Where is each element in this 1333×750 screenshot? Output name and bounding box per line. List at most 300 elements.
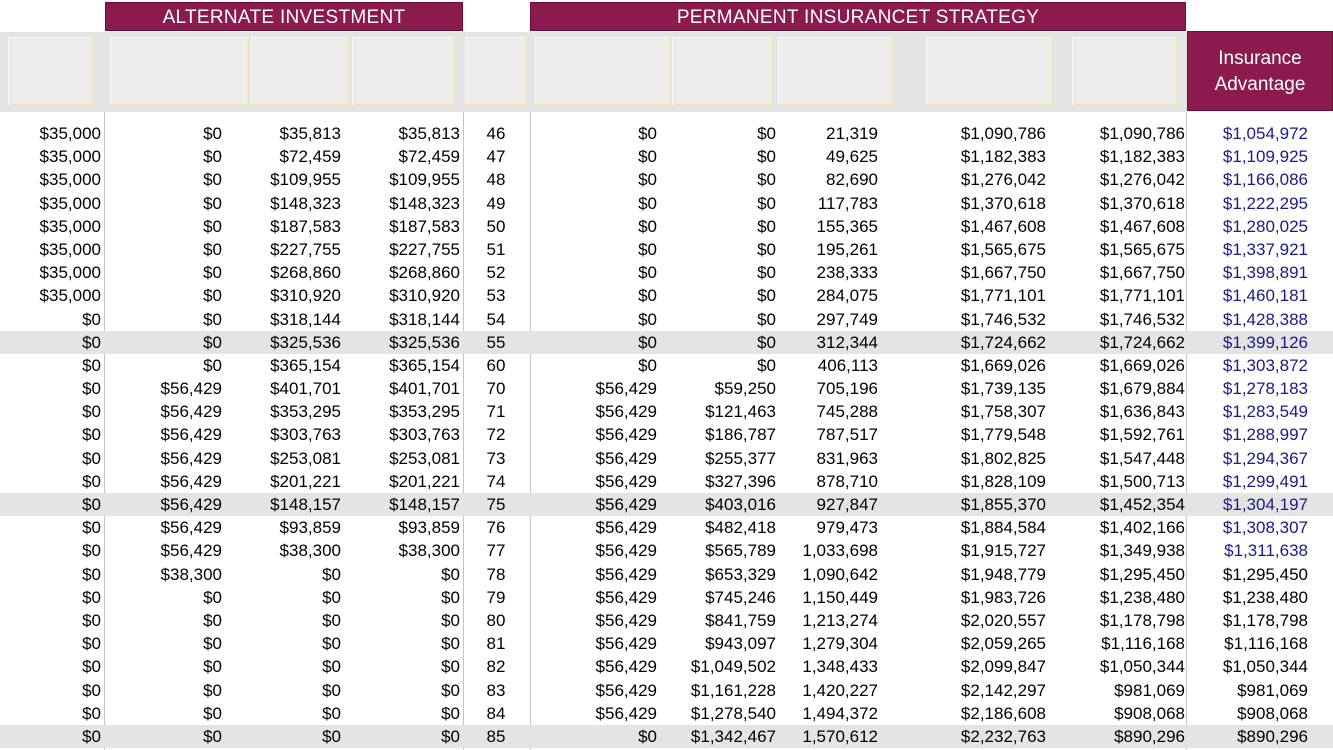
column-header-box: [110, 37, 248, 106]
table-cell: $1,090,786: [1099, 124, 1185, 143]
table-cell: $318,144: [270, 309, 341, 329]
insurance-advantage-cell: $1,337,921: [1222, 239, 1308, 259]
table-cell: $365,154: [389, 355, 460, 375]
table-cell: 1,033,698: [802, 541, 878, 561]
table-cell: $2,020,557: [960, 610, 1046, 630]
table-cell: $981,069: [1114, 680, 1185, 700]
insurance-advantage-cell: $1,294,367: [1222, 448, 1308, 468]
insurance-advantage-line1: Insurance: [1218, 48, 1302, 69]
table-cell: $56,429: [595, 564, 657, 584]
alternate-investment-banner: ALTERNATE INVESTMENT: [105, 2, 463, 31]
insurance-advantage-cell: $1,303,872: [1222, 355, 1308, 375]
table-cell: $0: [757, 355, 776, 375]
table-cell: $1,050,344: [1099, 657, 1185, 677]
table-cell: $0: [638, 216, 657, 236]
table-cell: $0: [203, 124, 222, 143]
table-cell: $0: [322, 726, 341, 746]
table-cell: $56,429: [595, 518, 657, 538]
column-header-box: [778, 37, 893, 106]
table-cell: $56,429: [160, 518, 222, 538]
table-cell: $1,915,727: [960, 541, 1046, 561]
table-cell: $0: [757, 170, 776, 190]
table-cell: $72,459: [279, 147, 341, 167]
age-cell: 72: [486, 425, 506, 445]
table-cell: $56,429: [595, 471, 657, 491]
insurance-advantage-cell: $890,296: [1237, 726, 1308, 746]
table-cell: $0: [441, 634, 460, 654]
table-cell: $35,813: [279, 124, 341, 143]
table-cell: $0: [82, 518, 101, 538]
table-row: [0, 447, 1333, 470]
table-cell: $253,081: [270, 448, 341, 468]
table-cell: $148,323: [389, 193, 460, 213]
table-cell: $0: [638, 193, 657, 213]
age-cell: 81: [486, 634, 506, 654]
table-cell: $0: [203, 263, 222, 283]
table-row: [0, 516, 1333, 539]
table-cell: 787,517: [816, 425, 878, 445]
table-cell: 745,288: [816, 402, 878, 422]
table-cell: $0: [82, 471, 101, 491]
table-cell: 1,348,433: [802, 657, 878, 677]
table-cell: $1,884,584: [960, 518, 1046, 538]
insurance-advantage-cell: $1,308,307: [1222, 518, 1308, 538]
table-cell: $0: [638, 332, 657, 352]
age-cell: 84: [486, 703, 506, 723]
table-cell: $1,547,448: [1099, 448, 1185, 468]
age-cell: 79: [486, 587, 506, 607]
table-row: [0, 470, 1333, 493]
table-cell: 49,625: [826, 147, 878, 167]
table-cell: $1,278,540: [690, 703, 776, 723]
table-cell: $0: [203, 355, 222, 375]
table-cell: $35,000: [39, 193, 101, 213]
table-cell: $0: [82, 726, 101, 746]
table-cell: $0: [82, 634, 101, 654]
table-row: [0, 354, 1333, 377]
table-cell: $310,920: [389, 286, 460, 306]
insurance-advantage-cell: $1,311,638: [1224, 541, 1308, 561]
table-cell: $148,323: [270, 193, 341, 213]
table-cell: $56,429: [595, 634, 657, 654]
table-cell: $0: [82, 332, 101, 352]
column-header-box: [926, 37, 1052, 106]
table-row: [0, 122, 1333, 145]
table-row: [0, 563, 1333, 586]
table-cell: $325,536: [389, 332, 460, 352]
table-cell: $56,429: [595, 495, 657, 514]
table-cell: $93,859: [279, 518, 341, 538]
table-cell: $35,000: [39, 263, 101, 283]
table-cell: $56,429: [160, 541, 222, 561]
table-cell: $1,467,608: [1099, 216, 1185, 236]
table-cell: $148,157: [270, 495, 341, 514]
table-cell: 82,690: [826, 170, 878, 190]
table-cell: $0: [757, 263, 776, 283]
table-cell: $35,813: [398, 124, 460, 143]
insurance-advantage-cell: $1,304,197: [1222, 495, 1308, 514]
table-cell: $1,182,383: [1099, 147, 1185, 167]
table-cell: $1,116,168: [1101, 634, 1185, 654]
table-cell: $56,429: [160, 495, 222, 514]
table-cell: $1,452,354: [1099, 495, 1185, 514]
age-cell: 75: [486, 495, 506, 514]
age-cell: 85: [486, 726, 506, 746]
table-cell: $482,418: [705, 518, 776, 538]
table-cell: $0: [638, 263, 657, 283]
table-cell: $1,238,480: [1099, 587, 1185, 607]
table-cell: $0: [203, 239, 222, 259]
table-cell: 21,319: [826, 124, 878, 143]
table-cell: $0: [82, 703, 101, 723]
table-cell: $1,746,532: [1099, 309, 1185, 329]
table-cell: $1,276,042: [960, 170, 1046, 190]
table-cell: 1,420,227: [802, 680, 878, 700]
table-row: [0, 493, 1333, 516]
age-cell: 53: [486, 286, 506, 306]
table-cell: $1,402,166: [1099, 518, 1185, 538]
table-row: [0, 261, 1333, 284]
table-row: [0, 238, 1333, 261]
table-cell: 1,570,612: [802, 726, 878, 746]
insurance-advantage-line2: Advantage: [1214, 74, 1306, 95]
table-cell: $653,329: [705, 564, 776, 584]
table-cell: $0: [638, 726, 657, 746]
table-cell: 1,213,274: [802, 610, 878, 630]
table-cell: $0: [203, 610, 222, 630]
table-cell: $35,000: [39, 170, 101, 190]
table-cell: $1,779,548: [960, 425, 1046, 445]
table-cell: $0: [203, 216, 222, 236]
table-cell: $0: [322, 610, 341, 630]
table-cell: $401,701: [389, 379, 460, 399]
insurance-advantage-cell: $1,116,168: [1224, 634, 1308, 654]
table-cell: $0: [82, 495, 101, 514]
table-cell: $35,000: [39, 147, 101, 167]
age-cell: 51: [486, 239, 506, 259]
table-cell: $0: [757, 332, 776, 352]
table-cell: $1,669,026: [1099, 355, 1185, 375]
table-cell: $93,859: [398, 518, 460, 538]
insurance-advantage-cell: $1,399,126: [1222, 332, 1308, 352]
table-cell: $35,000: [39, 216, 101, 236]
table-cell: $327,396: [705, 471, 776, 491]
table-cell: $403,016: [705, 495, 776, 514]
table-cell: $0: [441, 680, 460, 700]
table-cell: $56,429: [595, 402, 657, 422]
age-cell: 80: [486, 610, 506, 630]
table-cell: $0: [82, 379, 101, 399]
table-cell: $38,300: [160, 564, 222, 584]
age-cell: 60: [486, 355, 506, 375]
table-row: [0, 192, 1333, 215]
age-cell: 46: [486, 124, 506, 143]
table-cell: $0: [322, 657, 341, 677]
insurance-advantage-cell: $1,299,491: [1222, 471, 1308, 491]
table-cell: $1,370,618: [960, 193, 1046, 213]
table-row: [0, 331, 1333, 354]
column-header-box: [251, 37, 349, 106]
table-cell: $56,429: [595, 541, 657, 561]
table-cell: $1,049,502: [690, 657, 776, 677]
table-cell: 1,150,449: [802, 587, 878, 607]
table-cell: $0: [82, 564, 101, 584]
table-cell: $0: [82, 610, 101, 630]
table-cell: $56,429: [595, 425, 657, 445]
insurance-advantage-cell: $1,295,450: [1222, 564, 1308, 584]
table-cell: $0: [638, 286, 657, 306]
column-header-box: [535, 37, 670, 106]
column-header-box: [1072, 37, 1177, 106]
table-cell: $38,300: [398, 541, 460, 561]
table-cell: $0: [203, 193, 222, 213]
insurance-advantage-cell: $1,109,925: [1222, 147, 1308, 167]
table-cell: $318,144: [389, 309, 460, 329]
table-cell: $0: [441, 587, 460, 607]
table-cell: $1,771,101: [1099, 286, 1185, 306]
insurance-advantage-cell: $1,178,798: [1222, 610, 1308, 630]
table-cell: $56,429: [160, 471, 222, 491]
table-cell: $1,739,135: [960, 379, 1046, 399]
table-cell: $0: [82, 425, 101, 445]
table-cell: $0: [82, 355, 101, 375]
age-cell: 78: [486, 564, 506, 584]
table-cell: $1,161,228: [690, 680, 776, 700]
insurance-advantage-cell: $1,283,549: [1222, 402, 1308, 422]
table-cell: $1,667,750: [1099, 263, 1185, 283]
table-cell: $0: [441, 657, 460, 677]
age-cell: 48: [486, 170, 506, 190]
table-cell: $0: [203, 309, 222, 329]
table-row: [0, 679, 1333, 702]
table-cell: 117,783: [817, 193, 878, 213]
table-row: [0, 284, 1333, 307]
insurance-advantage-cell: $1,166,086: [1222, 170, 1308, 190]
table-cell: 1,279,304: [802, 634, 878, 654]
table-cell: $0: [441, 564, 460, 584]
table-cell: $187,583: [270, 216, 341, 236]
table-cell: $908,068: [1114, 703, 1185, 723]
table-cell: $1,802,825: [960, 448, 1046, 468]
table-cell: $365,154: [270, 355, 341, 375]
table-cell: $1,724,662: [960, 332, 1046, 352]
table-cell: $890,296: [1114, 726, 1185, 746]
age-cell: 83: [486, 680, 506, 700]
table-cell: $0: [203, 726, 222, 746]
table-cell: $0: [203, 332, 222, 352]
table-row: [0, 215, 1333, 238]
table-row: [0, 377, 1333, 400]
insurance-advantage-cell: $1,054,972: [1222, 124, 1308, 143]
table-cell: $1,724,662: [1099, 332, 1185, 352]
table-cell: $148,157: [389, 495, 460, 514]
table-cell: $56,429: [595, 680, 657, 700]
table-row: [0, 168, 1333, 191]
table-cell: $56,429: [160, 379, 222, 399]
table-cell: $1,679,884: [1099, 379, 1185, 399]
table-cell: $1,771,101: [960, 286, 1046, 306]
age-cell: 50: [486, 216, 506, 236]
table-cell: $303,763: [389, 425, 460, 445]
table-cell: 155,365: [816, 216, 878, 236]
age-cell: 71: [486, 402, 506, 422]
table-cell: $38,300: [279, 541, 341, 561]
table-row: [0, 655, 1333, 678]
table-cell: 238,333: [816, 263, 878, 283]
table-cell: $56,429: [160, 425, 222, 445]
table-cell: $1,983,726: [960, 587, 1046, 607]
table-cell: $2,142,297: [960, 680, 1046, 700]
table-cell: $1,370,618: [1099, 193, 1185, 213]
insurance-advantage-cell: $1,428,388: [1222, 309, 1308, 329]
column-header-box: [672, 37, 772, 106]
table-cell: $1,182,383: [960, 147, 1046, 167]
insurance-advantage-cell: $1,278,183: [1222, 379, 1308, 399]
insurance-advantage-cell: $908,068: [1237, 703, 1308, 723]
table-row: [0, 725, 1333, 748]
table-cell: $0: [757, 193, 776, 213]
insurance-advantage-cell: $1,280,025: [1222, 216, 1308, 236]
table-row: [0, 586, 1333, 609]
table-cell: $35,000: [39, 239, 101, 259]
age-cell: 52: [486, 263, 506, 283]
table-cell: $59,250: [714, 379, 776, 399]
table-cell: 979,473: [816, 518, 878, 538]
table-cell: $565,789: [705, 541, 776, 561]
table-cell: $0: [82, 657, 101, 677]
table-cell: $1,565,675: [1099, 239, 1185, 259]
table-cell: $325,536: [270, 332, 341, 352]
table-cell: $0: [82, 402, 101, 422]
table-row: [0, 145, 1333, 168]
insurance-advantage-cell: $981,069: [1237, 680, 1308, 700]
table-cell: $1,667,750: [960, 263, 1046, 283]
table-row: [0, 702, 1333, 725]
table-cell: 705,196: [816, 379, 878, 399]
table-cell: $0: [203, 286, 222, 306]
table-cell: $1,500,713: [1099, 471, 1185, 491]
table-cell: 927,847: [816, 495, 878, 514]
insurance-advantage-cell: $1,222,295: [1222, 193, 1308, 213]
table-cell: $2,232,763: [960, 726, 1046, 746]
table-cell: $0: [203, 703, 222, 723]
table-cell: $0: [203, 147, 222, 167]
insurance-advantage-header: [1187, 31, 1333, 111]
column-header-box: [352, 37, 454, 106]
table-cell: $1,592,761: [1099, 425, 1185, 445]
table-cell: $0: [82, 309, 101, 329]
age-cell: 47: [486, 147, 506, 167]
table-cell: $72,459: [398, 147, 460, 167]
table-cell: $56,429: [595, 448, 657, 468]
table-cell: $353,295: [270, 402, 341, 422]
table-cell: $0: [322, 703, 341, 723]
table-cell: $1,669,026: [960, 355, 1046, 375]
age-cell: 76: [486, 518, 506, 538]
table-cell: $56,429: [595, 587, 657, 607]
table-cell: $0: [638, 124, 657, 143]
table-cell: $109,955: [270, 170, 341, 190]
table-cell: $0: [638, 170, 657, 190]
table-cell: $0: [757, 309, 776, 329]
table-cell: $0: [82, 587, 101, 607]
table-cell: $56,429: [595, 610, 657, 630]
table-cell: $1,276,042: [1099, 170, 1185, 190]
table-cell: $109,955: [389, 170, 460, 190]
table-cell: $253,081: [389, 448, 460, 468]
table-cell: $0: [757, 286, 776, 306]
table-row: [0, 308, 1333, 331]
table-cell: $268,860: [389, 263, 460, 283]
table-cell: $1,467,608: [960, 216, 1046, 236]
table-cell: $56,429: [160, 402, 222, 422]
table-cell: $0: [757, 216, 776, 236]
table-cell: 878,710: [816, 471, 878, 491]
table-cell: 297,749: [816, 309, 878, 329]
table-cell: $310,920: [270, 286, 341, 306]
table-cell: $1,090,786: [960, 124, 1046, 143]
table-cell: 195,261: [816, 239, 878, 259]
table-cell: $0: [322, 564, 341, 584]
table-row: [0, 609, 1333, 632]
insurance-advantage-cell: $1,238,480: [1222, 587, 1308, 607]
table-cell: $401,701: [270, 379, 341, 399]
table-cell: $0: [203, 634, 222, 654]
table-row: [0, 400, 1333, 423]
table-cell: $1,349,938: [1099, 541, 1185, 561]
table-cell: $841,759: [705, 610, 776, 630]
table-cell: $1,295,450: [1099, 564, 1185, 584]
column-header-box: [8, 37, 93, 106]
table-cell: $56,429: [595, 703, 657, 723]
age-cell: 55: [486, 332, 506, 352]
table-cell: $2,186,608: [960, 703, 1046, 723]
table-cell: $1,178,798: [1099, 610, 1185, 630]
column-header-box: [465, 37, 526, 106]
table-cell: $0: [638, 355, 657, 375]
table-cell: $0: [203, 587, 222, 607]
permanent-insurance-banner: PERMANENT INSURANCET STRATEGY: [530, 2, 1186, 31]
table-cell: $186,787: [705, 425, 776, 445]
table-cell: $0: [82, 541, 101, 561]
table-cell: $0: [203, 657, 222, 677]
table-row: [0, 423, 1333, 446]
table-cell: $0: [757, 239, 776, 259]
table-cell: 1,090,642: [802, 564, 878, 584]
age-cell: 73: [486, 448, 506, 468]
table-cell: 284,075: [816, 286, 878, 306]
insurance-advantage-cell: $1,460,181: [1222, 286, 1308, 306]
table-cell: $0: [322, 680, 341, 700]
illustration-table: [0, 122, 1333, 748]
table-cell: $1,636,843: [1099, 402, 1185, 422]
table-cell: $0: [757, 124, 776, 143]
table-cell: $0: [203, 680, 222, 700]
table-cell: 1,494,372: [802, 703, 878, 723]
table-cell: $0: [757, 147, 776, 167]
table-cell: $35,000: [39, 286, 101, 306]
insurance-advantage-cell: $1,288,997: [1222, 425, 1308, 445]
table-cell: 406,113: [817, 355, 878, 375]
table-cell: $1,746,532: [960, 309, 1046, 329]
table-cell: $303,763: [270, 425, 341, 445]
table-cell: $745,246: [705, 587, 776, 607]
table-cell: $0: [82, 680, 101, 700]
table-cell: $0: [441, 703, 460, 723]
table-cell: $1,565,675: [960, 239, 1046, 259]
table-cell: $0: [322, 587, 341, 607]
table-cell: $0: [441, 726, 460, 746]
